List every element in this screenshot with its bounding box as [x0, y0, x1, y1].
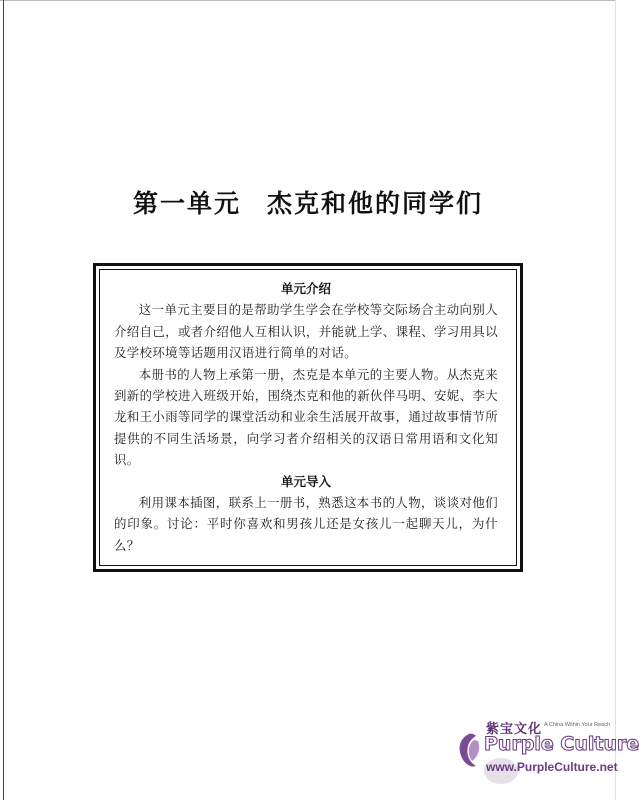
page-right-edge: [615, 0, 616, 800]
unit-overview-box: [93, 263, 523, 572]
intro-heading: 单元介绍: [280, 281, 331, 296]
unit-title: [0, 184, 616, 220]
unit-overview-content: [114, 278, 498, 556]
watermark-chinese: 紫宝文化: [486, 722, 543, 737]
unit-number: 第一单元: [132, 189, 241, 218]
watermark-url: www.PurpleCulture.net: [486, 760, 618, 774]
page-left-border: [3, 0, 4, 800]
purple-culture-logo-icon: [454, 730, 484, 770]
unit-name: 杰克和他的同学们: [267, 189, 484, 218]
watermark-tagline: A China Within Your Reach: [544, 722, 611, 728]
lead-in-heading: 单元导入: [280, 473, 331, 489]
watermark: [452, 716, 639, 782]
lead-in-paragraph: 利用课本插图，联系上一册书，熟悉这本书的人物，谈谈对他们的印象。讨论：平时你喜欢和男孩儿还是女孩儿一起聊天儿，为什么？: [114, 495, 498, 553]
intro-paragraph-2: 本册书的人物上承第一册，杰克是本单元的主要人物。从杰克来到新的学校进入班级开始，围绕杰克和他的新伙伴马明、安妮、李大龙和王小雨等同学的课堂活动和业余生活展开故事，通过故事情节所提供的不同生活场景，向学习者介绍相关的汉语日常用语和文化知识。: [114, 366, 498, 468]
page-top-border: [0, 0, 616, 1]
intro-paragraph-1: 这一单元主要目的是帮助学生学会在学校等交际场合主动向别人介绍自己，或者介绍他人互相认识，并能就上学、课程、学习用具以及学校环境等话题用汉语进行简单的对话。: [114, 302, 498, 361]
watermark-brand: Purple Culture: [484, 733, 639, 755]
